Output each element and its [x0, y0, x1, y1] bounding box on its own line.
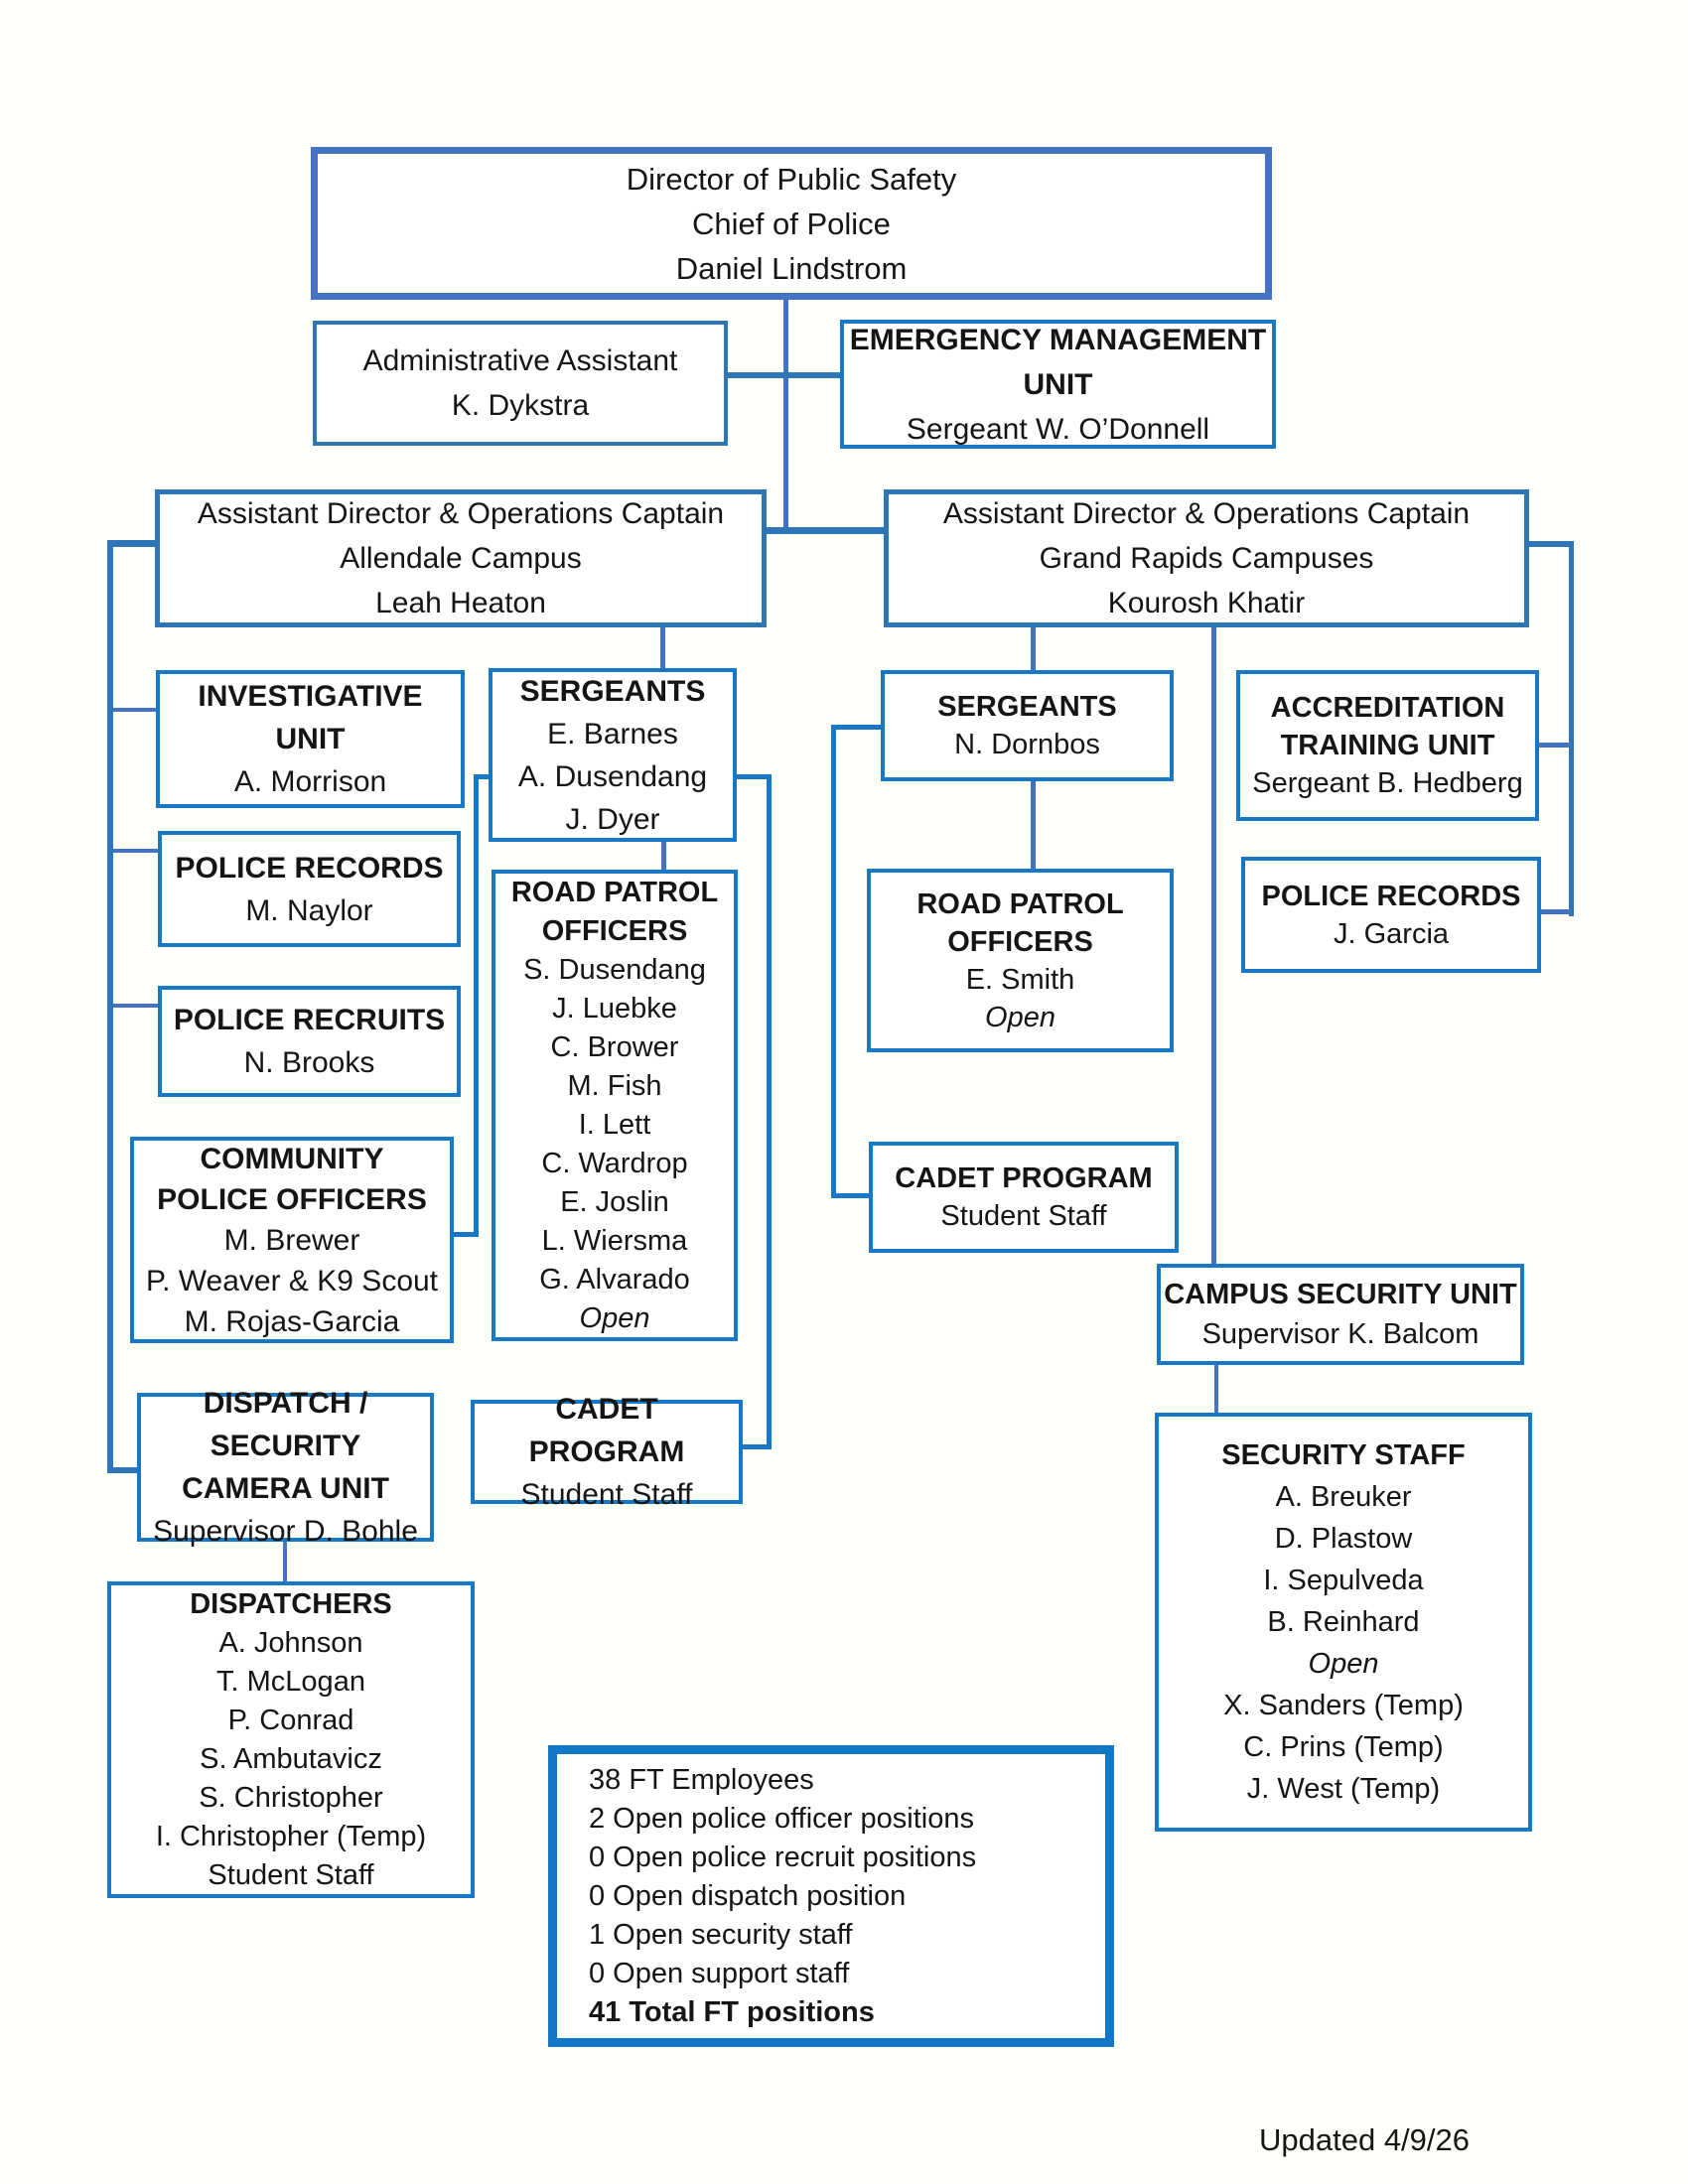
node-road-patrol-allendale	[492, 870, 738, 1341]
node-title: POLICE RECORDS	[175, 851, 444, 885]
node-line: Sergeant B. Hedberg	[1252, 767, 1523, 799]
connector-spine-records	[113, 849, 158, 853]
connector-sergeants-roadpatrol-right	[1031, 781, 1036, 869]
node-line: S. Christopher	[199, 1781, 383, 1814]
node-line: I. Sepulveda	[1263, 1565, 1424, 1596]
node-title: EMERGENCY MANAGEMENT UNIT	[849, 323, 1267, 401]
connector-captains-bar	[767, 527, 884, 534]
connector-spine-investigative	[113, 708, 158, 712]
stats-line: 0 Open support staff	[589, 1957, 850, 1989]
node-title: ROAD PATROL	[916, 887, 1124, 920]
node-captain-grand-rapids	[884, 489, 1529, 627]
node-title: SERGEANTS	[937, 691, 1117, 723]
node-police-records-allendale	[158, 831, 461, 947]
node-line-open: Open	[985, 1001, 1055, 1033]
connector-sergeants-community-h2	[454, 1232, 474, 1237]
node-title: CAMERA UNIT	[182, 1472, 389, 1505]
stats-line: 38 FT Employees	[589, 1763, 814, 1796]
stats-line: 1 Open security staff	[589, 1918, 853, 1951]
connector-sergeantsgr-cadet-v	[831, 725, 836, 1198]
node-line: Supervisor K. Balcom	[1201, 1318, 1479, 1350]
node-line: Student Staff	[208, 1858, 374, 1891]
node-line: G. Alvarado	[539, 1263, 690, 1296]
node-title: SECURITY STAFF	[1221, 1439, 1466, 1471]
node-sergeants-gr	[881, 670, 1174, 781]
connector-sergeants-cadet-v	[767, 774, 772, 1449]
node-line: Leah Heaton	[375, 587, 546, 619]
node-line: M. Naylor	[245, 893, 373, 927]
node-line: E. Barnes	[547, 717, 678, 751]
node-title: COMMUNITY	[200, 1142, 384, 1175]
node-line: I. Lett	[578, 1108, 651, 1141]
node-police-recruits	[158, 986, 461, 1097]
stats-total-line: 41 Total FT positions	[589, 1995, 875, 2028]
node-community-police-officers	[130, 1137, 454, 1343]
node-emergency-management-unit	[840, 320, 1276, 449]
node-title: DISPATCHERS	[190, 1587, 392, 1620]
node-line: Supervisor D. Bohle	[153, 1515, 418, 1548]
node-cadet-program-gr	[869, 1142, 1179, 1253]
node-title: INVESTIGATIVE UNIT	[198, 680, 423, 755]
connector-sergeantsgr-cadet-h1	[831, 725, 881, 730]
node-line: C. Prins (Temp)	[1243, 1731, 1444, 1763]
connector-sergeantsgr-cadet-h2	[831, 1193, 869, 1198]
node-line: P. Weaver & K9 Scout	[145, 1264, 439, 1297]
node-line: Student Staff	[520, 1478, 693, 1511]
connector-sergeants-community-v	[474, 774, 479, 1237]
node-line: A. Dusendang	[517, 759, 708, 793]
stats-line: 2 Open police officer positions	[589, 1802, 974, 1835]
node-line: M. Rojas-Garcia	[184, 1304, 400, 1338]
node-line: A. Johnson	[218, 1626, 363, 1659]
connector-director-down	[783, 300, 788, 530]
node-title: CADET PROGRAM	[528, 1393, 685, 1468]
node-title: OFFICERS	[541, 914, 688, 947]
node-line: Assistant Director & Operations Captain	[197, 497, 725, 530]
node-title: ROAD PATROL	[510, 876, 719, 908]
connector-spine-records-gr	[1541, 909, 1571, 914]
connector-sergeants-cadet-h2	[743, 1444, 772, 1449]
node-campus-security-unit	[1157, 1264, 1524, 1365]
footer-updated-date: Updated 4/9/26	[1259, 2122, 1471, 2157]
node-captain-allendale	[155, 489, 767, 627]
node-line: Grand Rapids Campuses	[1039, 542, 1374, 575]
stats-line: 0 Open police recruit positions	[589, 1841, 977, 1873]
node-line: X. Sanders (Temp)	[1223, 1690, 1464, 1721]
node-title: ACCREDITATION	[1270, 692, 1505, 724]
node-line: Sergeant W. O’Donnell	[906, 412, 1210, 446]
node-line: T. McLogan	[216, 1665, 365, 1698]
node-line: E. Smith	[965, 963, 1075, 996]
node-title: SERGEANTS	[519, 674, 706, 708]
connector-spine-dispatch	[107, 1467, 137, 1473]
node-director	[311, 147, 1272, 300]
node-line: L. Wiersma	[541, 1224, 688, 1257]
stats-summary-box	[548, 1745, 1114, 2047]
connector-right-spine	[1569, 541, 1574, 916]
node-line: N. Brooks	[243, 1046, 375, 1079]
connector-spine-recruits	[113, 1004, 158, 1008]
node-investigative-unit	[156, 670, 465, 808]
node-line: Kourosh Khatir	[1107, 587, 1306, 619]
node-title: POLICE RECORDS	[1261, 880, 1521, 912]
node-line: N. Dornbos	[954, 729, 1100, 760]
stats-line: 0 Open dispatch position	[589, 1879, 907, 1912]
node-title: CAMPUS SECURITY UNIT	[1164, 1279, 1517, 1310]
node-line: I. Christopher (Temp)	[155, 1820, 427, 1852]
node-title: DISPATCH / SECURITY	[203, 1387, 368, 1462]
node-accreditation-training-unit	[1236, 670, 1539, 821]
node-title: TRAINING UNIT	[1280, 730, 1495, 761]
node-line: P. Conrad	[227, 1704, 354, 1736]
node-title: POLICE RECRUITS	[173, 1004, 446, 1036]
node-cadet-program-allendale	[471, 1393, 743, 1511]
node-line: Student Staff	[940, 1200, 1107, 1232]
connector-campus-security-staff	[1214, 1365, 1218, 1413]
node-line: J. Garcia	[1333, 917, 1450, 950]
node-line: A. Morrison	[233, 765, 387, 798]
node-line: Daniel Lindstrom	[675, 250, 908, 286]
node-title: OFFICERS	[947, 925, 1093, 958]
node-line: M. Fish	[567, 1069, 662, 1102]
node-security-staff	[1155, 1413, 1532, 1832]
node-admin-assistant	[313, 321, 728, 446]
node-line: S. Ambutavicz	[200, 1742, 382, 1775]
node-road-patrol-gr	[867, 869, 1174, 1052]
node-line: Assistant Director & Operations Captain	[942, 497, 1471, 530]
connector-sergeants-roadpatrol-left	[661, 842, 666, 870]
node-line: C. Wardrop	[541, 1147, 688, 1179]
node-line: A. Breuker	[1275, 1481, 1412, 1513]
node-title: CADET PROGRAM	[895, 1162, 1153, 1194]
node-line: J. Dyer	[565, 802, 660, 836]
node-line: C. Brower	[550, 1030, 679, 1063]
connector-allendale-sergeants	[660, 627, 665, 668]
node-line: E. Joslin	[560, 1185, 669, 1218]
node-line: B. Reinhard	[1267, 1606, 1420, 1638]
node-line: S. Dusendang	[523, 953, 706, 986]
node-line: Administrative Assistant	[362, 344, 678, 377]
node-dispatchers	[107, 1581, 475, 1898]
node-line: D. Plastow	[1274, 1523, 1413, 1555]
node-line-open: Open	[1308, 1648, 1379, 1680]
node-line: J. Luebke	[552, 992, 677, 1024]
node-line: M. Brewer	[223, 1223, 360, 1257]
node-sergeants-allendale	[489, 668, 737, 842]
node-line: Allendale Campus	[340, 542, 582, 575]
node-line-open: Open	[579, 1301, 650, 1334]
connector-spine-accreditation	[1539, 743, 1571, 748]
node-line: Chief of Police	[692, 205, 891, 241]
node-line: J. West (Temp)	[1246, 1773, 1441, 1805]
connector-gr-sergeants	[1031, 627, 1036, 670]
connector-gr-campus-security	[1211, 627, 1216, 1264]
node-line: K. Dykstra	[451, 389, 590, 422]
node-title: POLICE OFFICERS	[157, 1182, 427, 1216]
connector-right-spine-stub	[1529, 541, 1574, 547]
node-dispatch-security-camera-unit	[137, 1387, 434, 1548]
connector-left-spine-stub	[107, 540, 155, 547]
connector-admin-emu	[728, 372, 840, 378]
node-line: Director of Public Safety	[626, 161, 957, 197]
node-police-records-gr	[1241, 857, 1541, 973]
